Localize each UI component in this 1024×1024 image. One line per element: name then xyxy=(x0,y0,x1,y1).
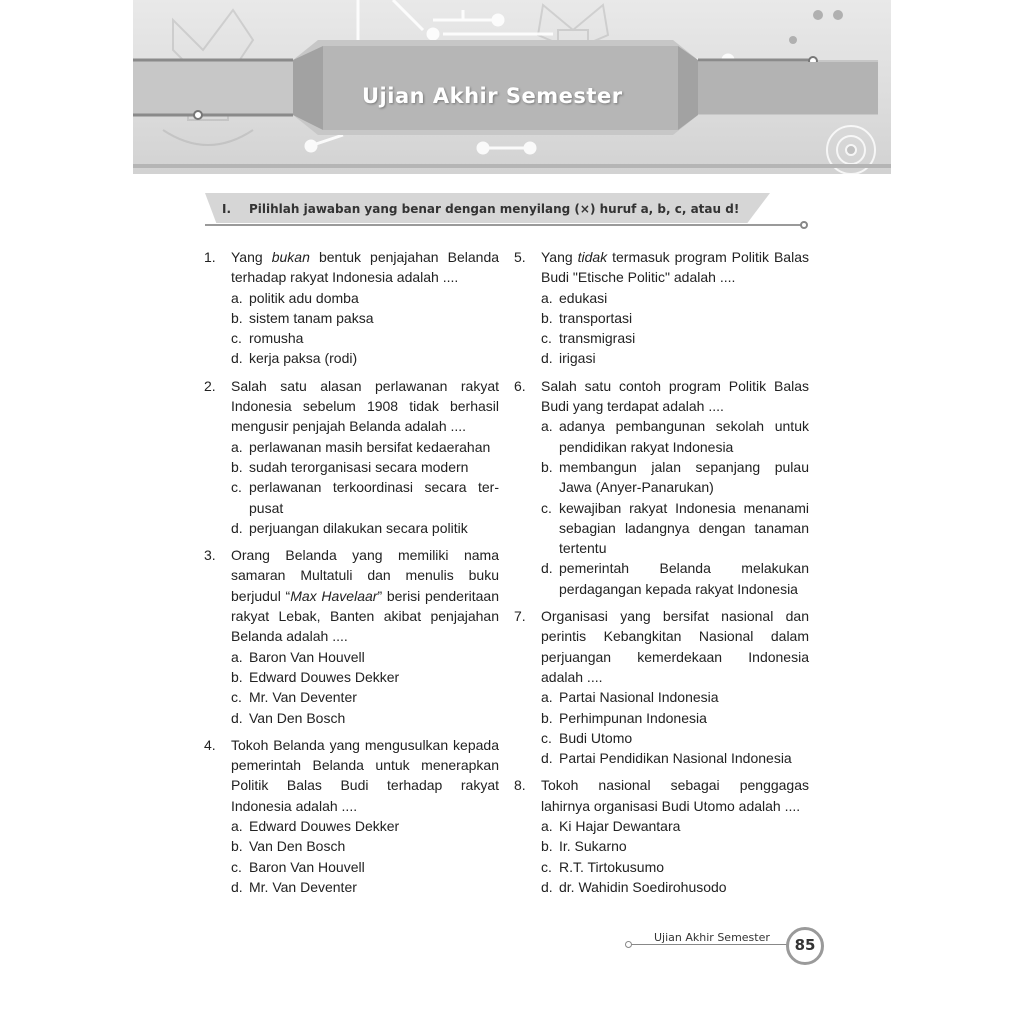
option-text: Budi Utomo xyxy=(559,729,633,746)
question-text xyxy=(231,376,499,437)
answer-option[interactable] xyxy=(231,518,499,538)
option-letter: d. xyxy=(231,878,243,895)
question-text-post: bentuk penjajahan Belanda terhadap rakyat Indonesia adalah .... xyxy=(231,249,500,286)
question-item xyxy=(204,545,499,728)
option-list xyxy=(541,288,809,369)
answer-option[interactable] xyxy=(541,857,809,877)
answer-option[interactable] xyxy=(231,687,499,707)
option-letter: c. xyxy=(231,858,242,875)
option-text: Van Den Bosch xyxy=(249,838,346,855)
answer-option[interactable] xyxy=(541,457,809,498)
option-text: kewajiban rakyat Indonesia menanami sebagian ladangnya dengan tanaman tertentu xyxy=(559,499,809,557)
question-text-pre: Tokoh nasional sebagai penggagas lahirnya organisasi Budi Utomo adalah .... xyxy=(541,777,809,814)
option-text: kerja paksa (rodi) xyxy=(249,350,358,367)
question-text-post: ” berisi penderitaan rakyat Lebak, Banten akibat penjajahan Belanda adalah .... xyxy=(231,587,499,645)
option-text: perlawanan terkoordinasi secara ter-pusat xyxy=(249,479,499,516)
answer-option[interactable] xyxy=(231,877,499,897)
answer-option[interactable] xyxy=(231,437,499,457)
answer-option[interactable] xyxy=(541,308,809,328)
option-letter: b. xyxy=(231,668,243,685)
question-item xyxy=(514,606,809,768)
option-text: membangun jalan sepanjang pulau Jawa (Anyer-Panarukan) xyxy=(559,458,809,496)
question-number: 7. xyxy=(514,608,526,625)
answer-option[interactable] xyxy=(231,708,499,728)
option-letter: b. xyxy=(231,309,243,326)
answer-option[interactable] xyxy=(541,288,809,308)
option-letter: a. xyxy=(541,689,553,706)
question-text-emphasis: Max Havelaar xyxy=(290,587,378,604)
question-text-pre: Yang xyxy=(231,249,272,265)
instruction-rule xyxy=(205,224,805,226)
answer-option[interactable] xyxy=(231,288,499,308)
answer-option[interactable] xyxy=(231,857,499,877)
question-text-emphasis: bukan xyxy=(271,249,310,265)
answer-option[interactable] xyxy=(541,348,809,368)
option-text: Mr. Van Deventer xyxy=(249,689,357,706)
option-list xyxy=(541,816,809,897)
question-item xyxy=(514,775,809,897)
question-text xyxy=(231,545,499,646)
question-text xyxy=(541,376,809,417)
option-text: edukasi xyxy=(559,289,608,306)
option-text: politik adu domba xyxy=(249,289,359,306)
answer-option[interactable] xyxy=(541,708,809,728)
option-letter: d. xyxy=(541,750,553,767)
answer-option[interactable] xyxy=(541,728,809,748)
question-number: 3. xyxy=(204,547,216,564)
instruction-text: Pilihlah jawaban yang benar dengan menyilang (×) huruf a, b, c, atau d! xyxy=(249,202,740,216)
option-letter: a. xyxy=(231,648,243,665)
option-text: romusha xyxy=(249,330,304,347)
option-letter: c. xyxy=(541,330,552,347)
question-number: 5. xyxy=(514,249,526,265)
option-letter: c. xyxy=(541,858,552,875)
option-letter: b. xyxy=(231,458,243,475)
option-text: transportasi xyxy=(559,309,633,326)
option-letter: d. xyxy=(541,350,553,367)
question-text xyxy=(231,247,499,288)
answer-option[interactable] xyxy=(231,667,499,687)
option-list xyxy=(231,816,499,897)
option-text: perlawanan masih bersifat kedaerahan xyxy=(249,438,491,455)
page-number: 85 xyxy=(794,936,816,954)
option-letter: b. xyxy=(541,458,553,475)
option-text: Baron Van Houvell xyxy=(249,648,365,665)
page-title: Ujian Akhir Semester xyxy=(362,84,623,108)
option-letter: b. xyxy=(541,709,553,726)
option-letter: d. xyxy=(231,709,243,726)
question-text-pre: Salah satu contoh program Politik Balas Budi yang terdapat adalah .... xyxy=(541,377,809,415)
option-letter: d. xyxy=(231,519,243,536)
question-text xyxy=(541,247,809,288)
option-text: sistem tanam paksa xyxy=(249,309,374,326)
answer-option[interactable] xyxy=(541,416,809,457)
option-letter: a. xyxy=(541,818,553,835)
option-text: sudah terorganisasi secara modern xyxy=(249,458,469,475)
question-text-pre: Tokoh Belanda yang mengusulkan kepada pemerintah Belanda untuk menerapkan Politik Balas Budi terhadap rakyat Indonesia adalah .... xyxy=(231,736,499,814)
question-number: 2. xyxy=(204,377,216,394)
option-text: adanya pembangunan sekolah untuk pendidikan rakyat Indonesia xyxy=(559,418,809,455)
option-text: irigasi xyxy=(559,350,596,367)
question-item xyxy=(514,376,809,599)
option-text: Edward Douwes Dekker xyxy=(249,818,400,835)
question-item xyxy=(204,735,499,897)
answer-option[interactable] xyxy=(231,348,499,368)
option-letter: c. xyxy=(231,689,242,706)
option-letter: b. xyxy=(541,838,553,855)
question-item xyxy=(204,247,499,369)
answer-option[interactable] xyxy=(231,477,499,518)
option-letter: a. xyxy=(231,438,243,455)
answer-option[interactable] xyxy=(541,687,809,707)
question-item xyxy=(204,376,499,538)
option-letter: b. xyxy=(231,838,243,855)
answer-option[interactable] xyxy=(231,328,499,348)
question-text xyxy=(541,775,809,816)
answer-option[interactable] xyxy=(541,328,809,348)
answer-option[interactable] xyxy=(231,308,499,328)
option-list xyxy=(541,416,809,599)
option-text: Baron Van Houvell xyxy=(249,858,365,875)
option-list xyxy=(231,437,499,538)
option-text: perjuangan dilakukan secara politik xyxy=(249,519,468,536)
option-letter: c. xyxy=(541,499,552,516)
option-letter: a. xyxy=(231,818,243,835)
option-text: Ki Hajar Dewantara xyxy=(559,818,681,835)
option-text: Ir. Sukarno xyxy=(559,838,627,855)
option-list xyxy=(231,647,499,728)
answer-option[interactable] xyxy=(541,558,809,599)
question-text-pre: Salah satu alasan perlawanan rakyat Indonesia sebelum 1908 tidak berhasil mengusir penjajah Belanda adalah .... xyxy=(231,377,499,435)
question-number: 1. xyxy=(204,249,216,265)
answer-option[interactable] xyxy=(231,457,499,477)
question-number: 8. xyxy=(514,777,526,794)
banner-rule xyxy=(133,164,891,168)
answer-option[interactable] xyxy=(541,816,809,836)
question-text xyxy=(231,735,499,816)
option-letter: b. xyxy=(541,309,553,326)
question-number: 6. xyxy=(514,377,526,394)
answer-option[interactable] xyxy=(231,816,499,836)
option-text: Van Den Bosch xyxy=(249,709,346,726)
question-number: 4. xyxy=(204,736,216,753)
option-text: Partai Pendidikan Nasional Indonesia xyxy=(559,750,792,767)
question-item xyxy=(514,247,809,369)
option-letter: d. xyxy=(541,560,553,577)
question-column-right xyxy=(514,247,809,904)
option-text: transmigrasi xyxy=(559,330,636,347)
option-text: Mr. Van Deventer xyxy=(249,878,357,895)
answer-option[interactable] xyxy=(541,836,809,856)
question-text-pre: Orang Belanda yang memiliki nama samaran Multatuli dan menulis buku berjudul “ xyxy=(231,547,499,604)
option-text: Perhimpunan Indonesia xyxy=(559,709,707,726)
option-letter: c. xyxy=(541,729,552,746)
footer-rule-dot xyxy=(625,941,632,948)
option-text: R.T. Tirtokusumo xyxy=(559,858,665,875)
question-column-left xyxy=(204,247,499,904)
option-letter: a. xyxy=(541,418,553,435)
option-letter: a. xyxy=(231,289,243,306)
option-letter: c. xyxy=(231,479,242,496)
question-text-emphasis: tidak xyxy=(577,249,608,265)
instruction-number: I. xyxy=(222,202,232,216)
footer-label: Ujian Akhir Semester xyxy=(654,931,770,944)
answer-option[interactable] xyxy=(231,836,499,856)
answer-option[interactable] xyxy=(231,647,499,667)
question-text-pre: Yang xyxy=(541,249,578,265)
option-text: dr. Wahidin Soedirohusodo xyxy=(559,878,727,895)
answer-option[interactable] xyxy=(541,498,809,559)
option-letter: c. xyxy=(231,330,242,347)
option-list xyxy=(231,288,499,369)
option-list xyxy=(541,687,809,768)
option-text: pemerintah Belanda melakukan perdagangan kepada rakyat Indonesia xyxy=(559,560,809,597)
question-text-post: termasuk program Politik Balas Budi "Etische Politic" adalah .... xyxy=(541,249,809,286)
option-letter: d. xyxy=(231,350,243,367)
question-text xyxy=(541,606,809,687)
question-text-pre: Organisasi yang bersifat nasional dan perintis Kebangkitan Nasional dalam perjuangan kemerdekaan Indonesia adalah .... xyxy=(541,608,809,685)
footer-rule xyxy=(630,944,790,945)
option-letter: a. xyxy=(541,289,553,306)
option-text: Partai Nasional Indonesia xyxy=(559,689,719,706)
option-letter: d. xyxy=(541,878,553,895)
answer-option[interactable] xyxy=(541,748,809,768)
answer-option[interactable] xyxy=(541,877,809,897)
option-text: Edward Douwes Dekker xyxy=(249,668,400,685)
instruction-rule-dot xyxy=(800,221,808,229)
